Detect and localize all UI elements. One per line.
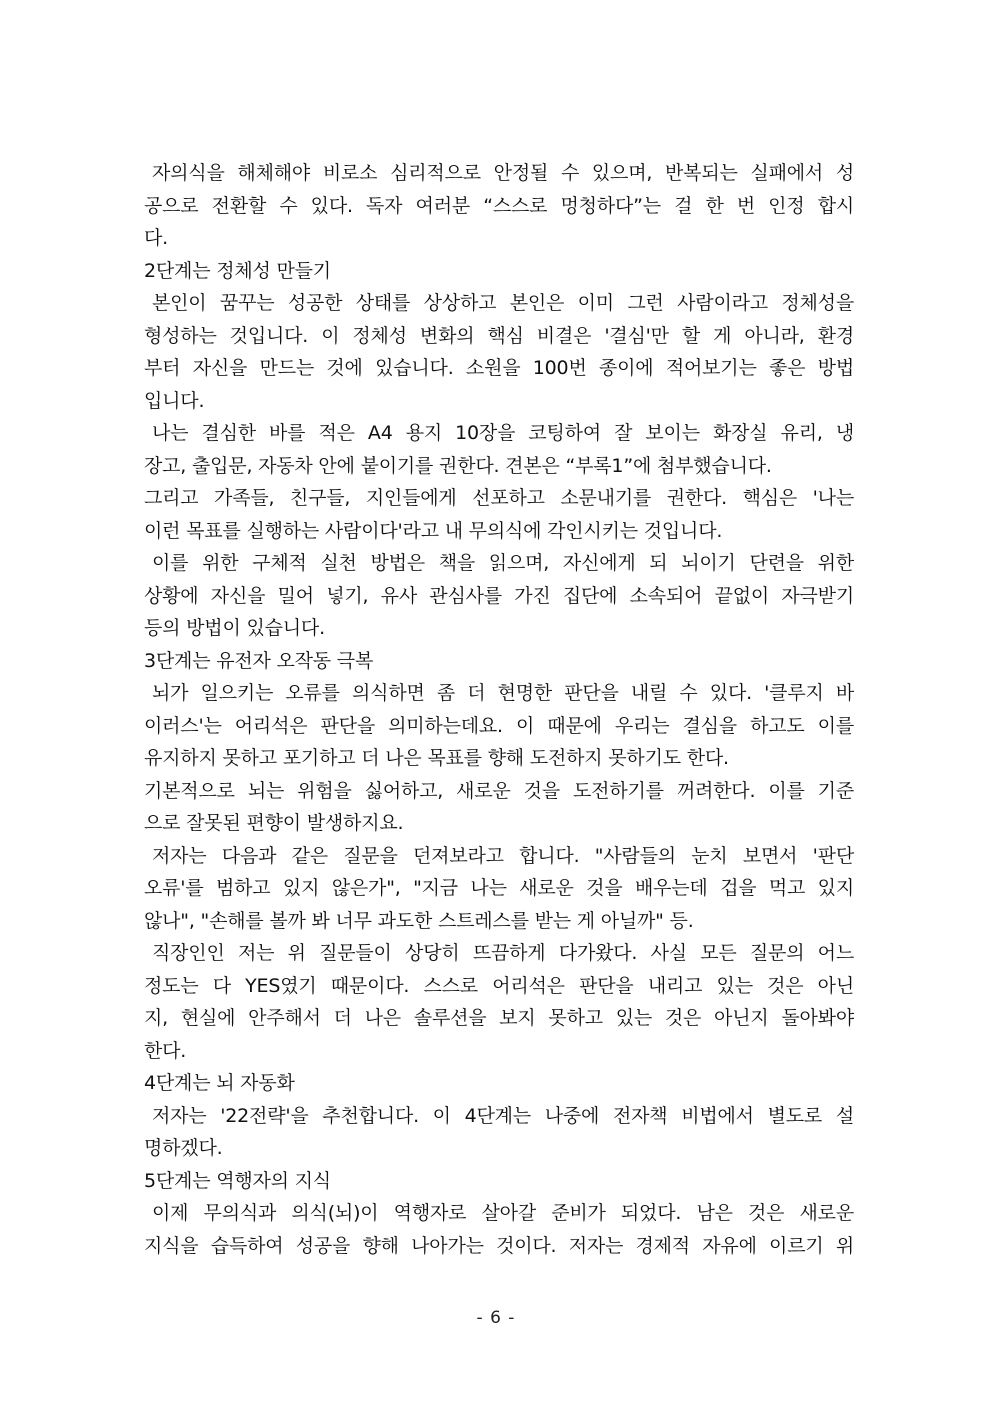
text-line: 등의 방법이 있습니다.	[144, 617, 325, 639]
text-line: 3단계는 유전자 오작동 극복	[144, 649, 374, 672]
text-line: 이러스'는 어리석은 판단을 의미하는데요. 이 때문에 우리는 결심을 하고도 이를	[144, 714, 854, 737]
text-line: 본인이 꿈꾸는 성공한 상태를 상상하고 본인은 이미 그런 사람이라고 정체성을	[152, 292, 854, 314]
text-line: 으로 잘못된 편향이 발생하지요.	[144, 812, 404, 834]
text-line: 오류'를 범하고 있지 않은가", "지금 나는 새로운 것을 배우는데 겁을 먹고 있지	[144, 877, 854, 899]
text-line: 않나", "손해를 볼까 봐 너무 과도한 스트레스를 받는 게 아닐까" 등.	[144, 909, 694, 932]
text-line: 공으로 전환할 수 있다. 독자 여러분 “스스로 멍청하다”는 걸 한 번 인정 합시	[144, 194, 854, 217]
text-line: 다.	[144, 227, 168, 249]
text-line: 명하겠다.	[144, 1137, 223, 1159]
text-line: 지, 현실에 안주해서 더 나은 솔루션을 보지 못하고 있는 것은 아닌지 돌아봐야	[144, 1007, 854, 1029]
text-line: 형성하는 것입니다. 이 정체성 변화의 핵심 비결은 '결심'만 할 게 아니라, 환경	[144, 324, 854, 347]
text-line: 부터 자신을 만드는 것에 있습니다. 소원을 100번 종이에 적어보기는 좋은 방법	[144, 357, 854, 379]
text-line: 2단계는 정체성 만들기	[144, 259, 331, 282]
text-line: 입니다.	[144, 389, 205, 412]
text-line: 직장인인 저는 위 질문들이 상당히 뜨끔하게 다가왔다. 사실 모든 질문의 어느	[152, 942, 854, 964]
text-line: 이런 목표를 실행하는 사람이다'라고 내 무의식에 각인시키는 것입니다.	[144, 519, 723, 542]
text-line: 정도는 다 YES였기 때문이다. 스스로 어리석은 판단을 내리고 있는 것은 아닌	[144, 974, 854, 997]
text-line: 이를 위한 구체적 실천 방법은 책을 읽으며, 자신에게 되 뇌이기 단련을 위한	[152, 552, 854, 574]
text-line: 그리고 가족들, 친구들, 지인들에게 선포하고 소문내기를 권한다. 핵심은 '나는	[144, 487, 854, 509]
body-text	[144, 157, 854, 1262]
text-line: 한다.	[144, 1039, 187, 1062]
text-line: 나는 결심한 바를 적은 A4 용지 10장을 코팅하여 잘 보이는 화장실 유리, 냉	[152, 422, 854, 444]
text-line: 지식을 습득하여 성공을 향해 나아가는 것이다. 저자는 경제적 자유에 이르기 위	[144, 1234, 854, 1257]
text-line: 상황에 자신을 밀어 넣기, 유사 관심사를 가진 집단에 소속되어 끝없이 자극받기	[144, 584, 854, 607]
text-line: 이제 무의식과 의식(뇌)이 역행자로 살아갈 준비가 되었다. 남은 것은 새로운	[152, 1202, 854, 1224]
text-line: 저자는 다음과 같은 질문을 던져보라고 합니다. "사람들의 눈치 보면서 '판단	[152, 844, 854, 867]
page-number: - 6 -	[476, 1308, 516, 1328]
text-line: 장고, 출입문, 자동차 안에 붙이기를 권한다. 견본은 “부록1”에 첨부했습니다.	[144, 454, 772, 477]
text-line: 유지하지 못하고 포기하고 더 나은 목표를 향해 도전하지 못하기도 한다.	[144, 747, 729, 769]
text-line: 뇌가 일으키는 오류를 의식하면 좀 더 현명한 판단을 내릴 수 있다. '클루지 바	[152, 682, 854, 704]
text-line: 5단계는 역행자의 지식	[144, 1169, 331, 1192]
text-line: 저자는 '22전략'을 추천합니다. 이 4단계는 나중에 전자책 비법에서 별도로 설	[152, 1104, 854, 1127]
text-line: 4단계는 뇌 자동화	[144, 1072, 295, 1094]
text-line: 자의식을 해체해야 비로소 심리적으로 안정될 수 있으며, 반복되는 실패에서 성	[152, 162, 854, 184]
text-line: 기본적으로 뇌는 위험을 싫어하고, 새로운 것을 도전하기를 꺼려한다. 이를 기준	[144, 779, 854, 802]
